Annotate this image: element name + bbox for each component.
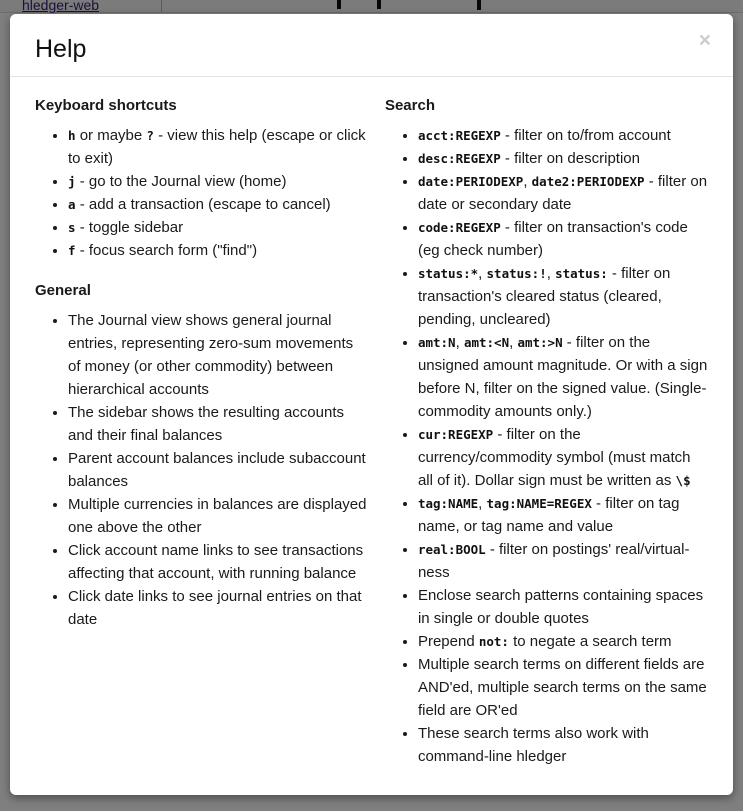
code-term: s: [68, 220, 76, 235]
code-term: code:REGEXP: [417, 220, 501, 235]
list-item: • j - go to the Journal view (home): [68, 170, 369, 193]
help-column-right: [385, 77, 708, 778]
list-item: • Parent account balances include subaccount balances: [68, 447, 369, 493]
code-term: tag:NAME: [417, 496, 479, 511]
code-term: \$: [675, 473, 691, 488]
list-item: • acct:REGEXP - filter on to/from account: [418, 124, 708, 147]
list-item: • tag:NAME, tag:NAME=REGEX - filter on tag name, or tag name and value: [418, 492, 708, 538]
code-term: j: [68, 174, 76, 189]
list-item: • amt:N, amt:<N, amt:>N - filter on the unsigned amount magnitude. Or with a sign before N, filter on the signed value. (Single-commodity amounts only.): [418, 331, 708, 423]
list-item: • Enclose search patterns containing spaces in single or double quotes: [418, 584, 708, 630]
list-item: • Click date links to see journal entries on that date: [68, 585, 369, 631]
code-term: acct:REGEXP: [417, 128, 501, 143]
list-item: • s - toggle sidebar: [68, 216, 369, 239]
list-item: • status:*, status:!, status: - filter on transaction's cleared status (cleared, pending, uncleared): [418, 262, 708, 331]
code-term: cur:REGEXP: [417, 427, 494, 442]
code-term: not:: [478, 634, 509, 649]
code-term: amt:>N: [517, 335, 563, 350]
code-term: date:PERIODEXP: [417, 174, 524, 189]
code-term: real:BOOL: [417, 542, 486, 557]
help-list: [35, 309, 369, 631]
modal-body: [10, 77, 733, 798]
list-item: • h or maybe ? - view this help (escape or click to exit): [68, 124, 369, 170]
list-item: • Prepend not: to negate a search term: [418, 630, 708, 653]
list-item: • The Journal view shows general journal entries, representing zero-sum movements of money (or other commodity) between hierarchical accounts: [68, 309, 369, 401]
code-term: a: [68, 197, 76, 212]
code-term: status:*: [417, 266, 479, 281]
help-list: [385, 124, 708, 768]
code-term: ?: [146, 128, 154, 143]
code-term: desc:REGEXP: [417, 151, 501, 166]
code-term: status:!: [486, 266, 547, 281]
code-term: date2:PERIODEXP: [531, 174, 645, 189]
modal-header: [10, 14, 733, 77]
list-item: • f - focus search form ("find"): [68, 239, 369, 262]
section-heading: Keyboard shortcuts: [35, 97, 177, 114]
list-item: • a - add a transaction (escape to cancel): [68, 193, 369, 216]
list-item: • cur:REGEXP - filter on the currency/commodity symbol (must match all of it). Dollar sign must be written as \$: [418, 423, 708, 492]
help-modal: [10, 14, 733, 795]
code-term: h: [68, 128, 76, 143]
section-heading: General: [35, 282, 91, 299]
list-item: • Multiple search terms on different fields are AND'ed, multiple search terms on the same field are OR'ed: [418, 653, 708, 722]
help-column-left: [35, 77, 385, 778]
list-item: • date:PERIODEXP, date2:PERIODEXP - filter on date or secondary date: [418, 170, 708, 216]
section-heading: Search: [384, 97, 435, 114]
list-item: • desc:REGEXP - filter on description: [418, 147, 708, 170]
code-term: f: [68, 243, 76, 258]
list-item: • Click account name links to see transactions affecting that account, with running balance: [68, 539, 369, 585]
modal-title: Help: [35, 35, 87, 63]
list-item: • real:BOOL - filter on postings' real/virtual-ness: [418, 538, 708, 584]
code-term: status:: [555, 266, 608, 281]
list-item: • These search terms also work with command-line hledger: [418, 722, 708, 768]
help-list: [35, 124, 369, 262]
code-term: amt:N: [417, 335, 456, 350]
list-item: • Multiple currencies in balances are displayed one above the other: [68, 493, 369, 539]
list-item: • The sidebar shows the resulting accounts and their final balances: [68, 401, 369, 447]
list-item: • code:REGEXP - filter on transaction's code (eg check number): [418, 216, 708, 262]
code-term: tag:NAME=REGEX: [486, 496, 592, 511]
code-term: amt:<N: [463, 335, 510, 350]
close-icon[interactable]: ×: [698, 29, 711, 52]
